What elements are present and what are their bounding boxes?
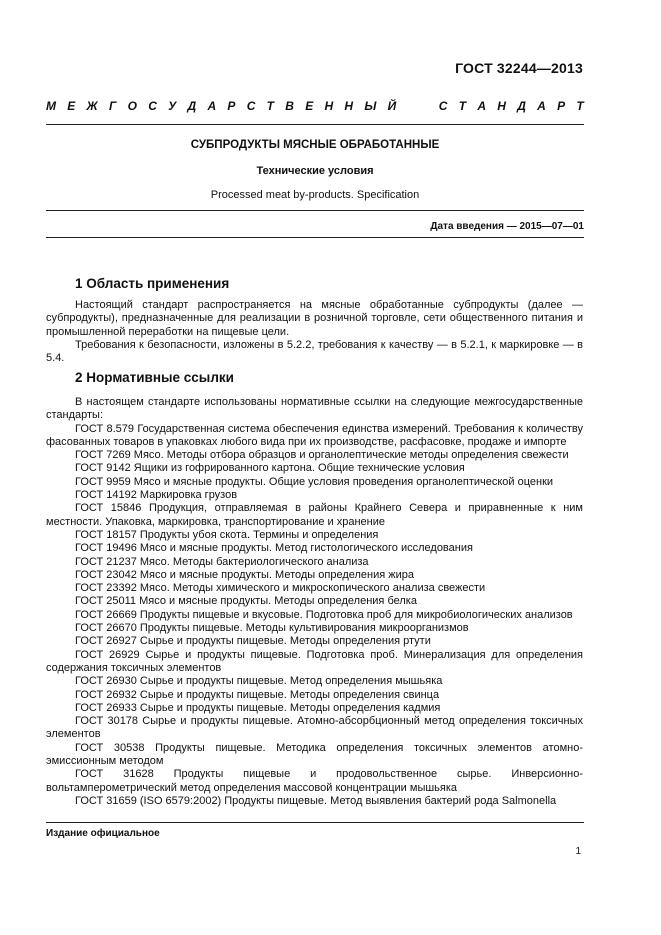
- banner-letter: Ж: [86, 99, 98, 113]
- document-title: СУБПРОДУКТЫ МЯСНЫЕ ОБРАБОТАННЫЕ: [190, 139, 440, 151]
- banner-letter: Р: [557, 99, 566, 113]
- banner-letter: Д: [517, 99, 526, 113]
- intro-date: Дата введения — 2015—07—01: [430, 221, 584, 232]
- reference-item: ГОСТ 31628 Продукты пищевые и продовольственное сырье. Инверсионно-вольтамперометрический метод определения массовой концентрации мышьяка: [46, 768, 583, 794]
- reference-item: ГОСТ 9959 Мясо и мясные продукты. Общие условия проведения органолептической оценки: [75, 475, 554, 488]
- banner-letter: А: [537, 99, 546, 113]
- reference-item: ГОСТ 30178 Сырье и продукты пищевые. Атомно-абсорбционный метод определения токсичных элементов: [46, 715, 583, 741]
- reference-item: ГОСТ 14192 Маркировка грузов: [75, 489, 238, 502]
- section-scope-body: [46, 299, 583, 365]
- page-number: 1: [575, 846, 581, 857]
- banner-letter: У: [168, 99, 177, 113]
- reference-item: ГОСТ 25011 Мясо и мясные продукты. Методы определения белка: [75, 595, 417, 608]
- reference-item: ГОСТ 26933 Сырье и продукты пищевые. Методы определения кадмия: [75, 701, 441, 714]
- banner-letter: А: [207, 99, 217, 113]
- banner-letter: А: [477, 99, 486, 113]
- reference-item: ГОСТ 26670 Продукты пищевые. Методы культивирования микроорганизмов: [75, 622, 469, 635]
- paragraph: Настоящий стандарт распространяется на мясные обработанные субпродукты (далее — субпродукты), предназначенные для реализации в розничной торговле, сети общественного питания и промышленной переработки на пищевые цели.: [46, 299, 583, 338]
- banner-letter: М: [46, 99, 56, 113]
- reference-item: ГОСТ 9142 Ящики из гофрированного картона. Общие технические условия: [75, 462, 465, 475]
- divider-line: [46, 124, 584, 125]
- banner-letter: Д: [187, 99, 197, 113]
- document-subtitle: Технические условия: [256, 165, 374, 177]
- banner-letter: С: [148, 99, 157, 113]
- english-title: Processed meat by-products. Specification: [210, 189, 420, 201]
- banner-letter: Н: [497, 99, 506, 113]
- reference-item: ГОСТ 23042 Мясо и мясные продукты. Методы определения жира: [75, 568, 415, 581]
- banner-letter: Ы: [364, 99, 377, 113]
- banner-letter: Н: [344, 99, 354, 113]
- banner-letter: Т: [266, 99, 274, 113]
- banner-letter: О: [127, 99, 137, 113]
- reference-item: ГОСТ 15846 Продукция, отправляемая в районы Крайнего Севера и приравненные к ним местности. Упаковка, маркировка, транспортирование и хранение: [46, 502, 583, 528]
- reference-item: ГОСТ 26929 Сырье и продукты пищевые. Подготовка проб. Минерализация для определения содержания токсичных элементов: [46, 648, 583, 674]
- banner-letter: Г: [108, 99, 117, 113]
- reference-item: ГОСТ 19496 Мясо и мясные продукты. Метод гистологического исследования: [75, 542, 473, 555]
- footer-divider: [46, 822, 584, 823]
- banner-gap: [408, 99, 428, 113]
- section-heading-scope: 1 Область применения: [75, 276, 230, 291]
- banner-letter: Е: [305, 99, 314, 113]
- reference-item: ГОСТ 7269 Мясо. Методы отбора образцов и органолептические методы определения свежести: [75, 449, 569, 462]
- reference-item: ГОСТ 23392 Мясо. Методы химического и микроскопического анализа свежести: [75, 582, 486, 595]
- banner-letter: Н: [324, 99, 334, 113]
- reference-item: ГОСТ 26932 Сырье и продукты пищевые. Методы определения свинца: [75, 688, 440, 701]
- banner-letter: Й: [387, 99, 397, 113]
- section-heading-references: 2 Нормативные ссылки: [75, 370, 234, 385]
- reference-item: ГОСТ 26669 Продукты пищевые и вкусовые. Подготовка проб для микробиологических анализов: [75, 608, 573, 621]
- divider-line: [46, 210, 584, 211]
- banner-letter: С: [246, 99, 256, 113]
- reference-item: ГОСТ 26930 Сырье и продукты пищевые. Метод определения мышьяка: [75, 675, 443, 688]
- paragraph: Требования к безопасности, изложены в 5.2.2, требования к качеству — в 5.2.1, к маркировке — в 5.4.: [46, 338, 583, 365]
- banner-letter: Р: [227, 99, 236, 113]
- reference-item: ГОСТ 31659 (ISO 6579:2002) Продукты пищевые. Метод выявления бактерий рода Salmonella: [75, 794, 557, 807]
- references-list: [46, 396, 583, 808]
- banner-letter: В: [285, 99, 294, 113]
- reference-item: ГОСТ 8.579 Государственная система обеспечения единства измерений. Требования к количеству фасованных товаров в упаковках любого вида при их производстве, расфасовке, продаже и импорте: [46, 422, 583, 448]
- banner-letter: Т: [576, 99, 584, 113]
- banner-letter: Т: [458, 99, 467, 113]
- reference-item: ГОСТ 18157 Продукты убоя скота. Термины и определения: [75, 528, 379, 541]
- divider-line: [46, 237, 584, 238]
- banner-letter: С: [438, 99, 448, 113]
- banner-letter: Е: [67, 99, 76, 113]
- references-intro: В настоящем стандарте использованы нормативные ссылки на следующие межгосударственные стандарты:: [46, 396, 583, 422]
- interstate-standard-banner: [46, 99, 584, 113]
- official-edition-label: Издание официальное: [46, 828, 160, 839]
- reference-item: ГОСТ 30538 Продукты пищевые. Методика определения токсичных элементов атомно-эмиссионным методом: [46, 741, 583, 768]
- reference-item: ГОСТ 21237 Мясо. Методы бактериологического анализа: [75, 555, 369, 568]
- reference-item: ГОСТ 26927 Сырье и продукты пищевые. Методы определения ртути: [75, 635, 431, 648]
- gost-code: ГОСТ 32244—2013: [455, 60, 583, 76]
